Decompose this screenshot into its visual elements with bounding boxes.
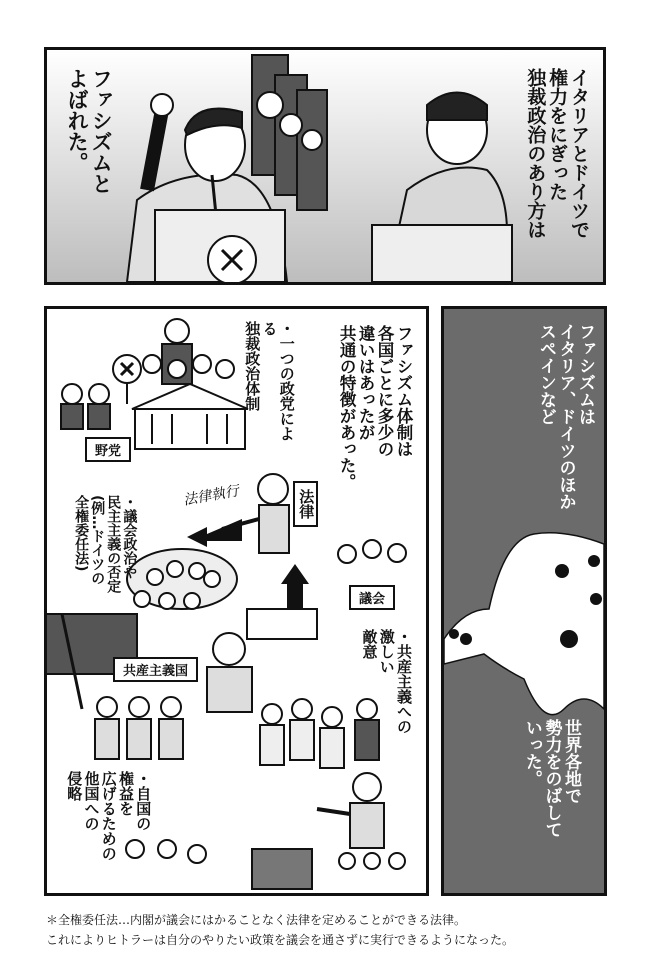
- point-one-party: [243, 321, 295, 441]
- label-opposition: 野党: [85, 437, 131, 462]
- label-law-sign: 法律: [293, 481, 318, 527]
- opposition-figures: [61, 355, 141, 429]
- label-law-writing: 法律執行: [182, 483, 241, 509]
- map-caption-2: [521, 719, 580, 889]
- panel-top-caption: [523, 68, 589, 268]
- caption-line: ファシズムは: [575, 323, 595, 425]
- footnote-line-2: これによりヒトラーは自分のやりたい政策を議会を通さずに実行できるようになった。: [46, 933, 515, 947]
- panel-main: [44, 306, 429, 896]
- footnote-line-1: ＊全権委任法…内閣が議会にはかることなく法律を定めることができる法律。: [46, 913, 467, 927]
- arrow-up-icon: [281, 564, 309, 609]
- point-anti-communism: [360, 629, 412, 749]
- communist-leader: [207, 633, 252, 712]
- caption-line: イタリアとドイツで: [568, 68, 590, 239]
- caption-line: イタリア、ドイツのほか: [555, 323, 576, 510]
- map-caption: [535, 323, 594, 533]
- parliament-building: [132, 384, 248, 449]
- intro-line: 共通の特徴があった。: [337, 325, 357, 490]
- point-line: 民主主義の否定: [105, 495, 122, 593]
- point-line: 広げるための: [99, 771, 118, 861]
- panel-map: [441, 306, 607, 896]
- point-line: ・共産主義への: [395, 629, 413, 734]
- point-line: 他国への: [82, 771, 101, 831]
- invader-figure: [317, 773, 384, 848]
- caption-line: ファシズムと: [89, 68, 114, 194]
- point-line: 激しい: [377, 629, 396, 674]
- caption-line: 権力をにぎった: [546, 68, 569, 201]
- intro-line: 違いはあったが: [356, 325, 376, 441]
- point-line: 独裁政治体制: [243, 321, 262, 411]
- caption-line: 独裁政治のあり方は: [524, 68, 547, 239]
- people-circle: [127, 549, 237, 609]
- label-communist: 共産主義国: [113, 657, 198, 682]
- point-line: 権益を: [117, 771, 135, 816]
- intro-line: 各国ごとに多少の: [375, 325, 395, 457]
- point-line: ・一つの政党による: [260, 321, 296, 441]
- point-line: ・議会政治や: [121, 495, 138, 579]
- soldiers: [95, 697, 183, 759]
- point-anti-democracy: [73, 495, 137, 665]
- caption-line: いった。: [521, 719, 542, 787]
- arrow-left-icon: [187, 519, 242, 547]
- point-line: 全権委任法): [73, 495, 90, 572]
- party-members: [143, 319, 234, 384]
- caption-line: スペインなど: [535, 323, 556, 425]
- caption-line: よばれた。: [65, 68, 90, 173]
- panel-top-art: [47, 50, 603, 282]
- point-line: 敵意: [360, 629, 379, 659]
- intro-line: ファシズム体制は: [394, 325, 413, 457]
- point-line: 侵略: [65, 771, 84, 801]
- panel-top: [44, 47, 606, 285]
- panel-top-caption-2: [65, 68, 113, 248]
- point-invasion: [65, 771, 151, 881]
- podium-left: [155, 210, 285, 282]
- caption-line: 勢力をのばして: [541, 719, 562, 838]
- point-line: (例…ドイツの: [89, 495, 106, 586]
- label-parliament: 議会: [349, 585, 395, 610]
- point-line: ・自国の: [134, 771, 153, 831]
- intro-text: [336, 325, 412, 525]
- caption-line: 世界各地で: [561, 719, 581, 804]
